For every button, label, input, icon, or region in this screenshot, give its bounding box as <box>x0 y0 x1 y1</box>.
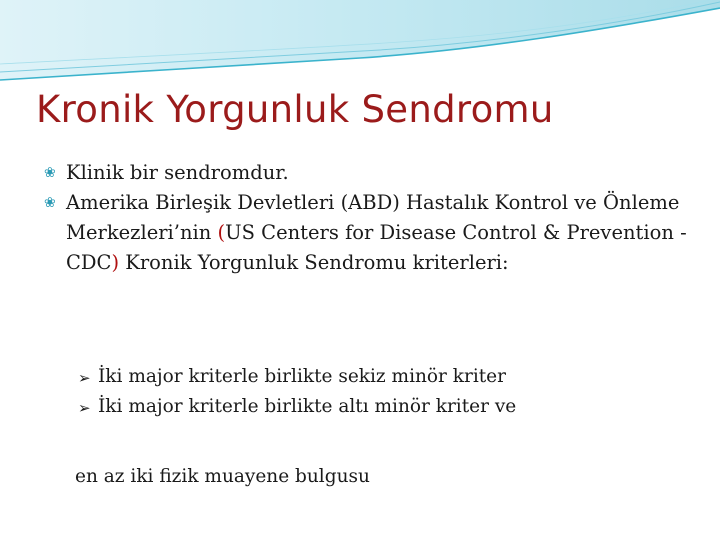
bullet-text-2-inner: US Centers for Disease Control & Prevention - CDC <box>66 221 687 274</box>
bullet-text-1: Klinik bir sendromdur. <box>66 161 289 184</box>
bullet-text-2-before: Amerika Birleşik Devletleri (ABD) Hastalık Kontrol ve Önleme Merkezleri’nin <box>66 191 680 244</box>
bullet-list <box>44 158 704 278</box>
open-paren: ( <box>217 221 226 244</box>
sub-bullet-list <box>78 362 516 422</box>
leaf-bullet-icon: ❀ <box>44 195 56 211</box>
sub-item-text-2: İki major kriterle birlikte altı minör kriter ve <box>98 396 517 417</box>
bullet-item-2 <box>44 188 704 278</box>
slide-title: Kronik Yorgunluk Sendromu <box>36 88 554 131</box>
sub-item-2 <box>78 392 516 422</box>
sub-item-1 <box>78 362 516 392</box>
arrow-right-icon: ➢ <box>78 399 91 417</box>
leaf-bullet-icon: ❀ <box>44 165 56 181</box>
bullet-text-2-after: Kronik Yorgunluk Sendromu kriterleri: <box>119 251 509 274</box>
sub-item-text-1: İki major kriterle birlikte sekiz minör kriter <box>98 366 506 387</box>
bullet-item-1 <box>44 158 704 188</box>
arrow-right-icon: ➢ <box>78 369 91 387</box>
header-wave-decoration <box>0 0 720 90</box>
tail-text: en az iki fizik muayene bulgusu <box>75 466 370 487</box>
close-paren: ) <box>111 251 120 274</box>
